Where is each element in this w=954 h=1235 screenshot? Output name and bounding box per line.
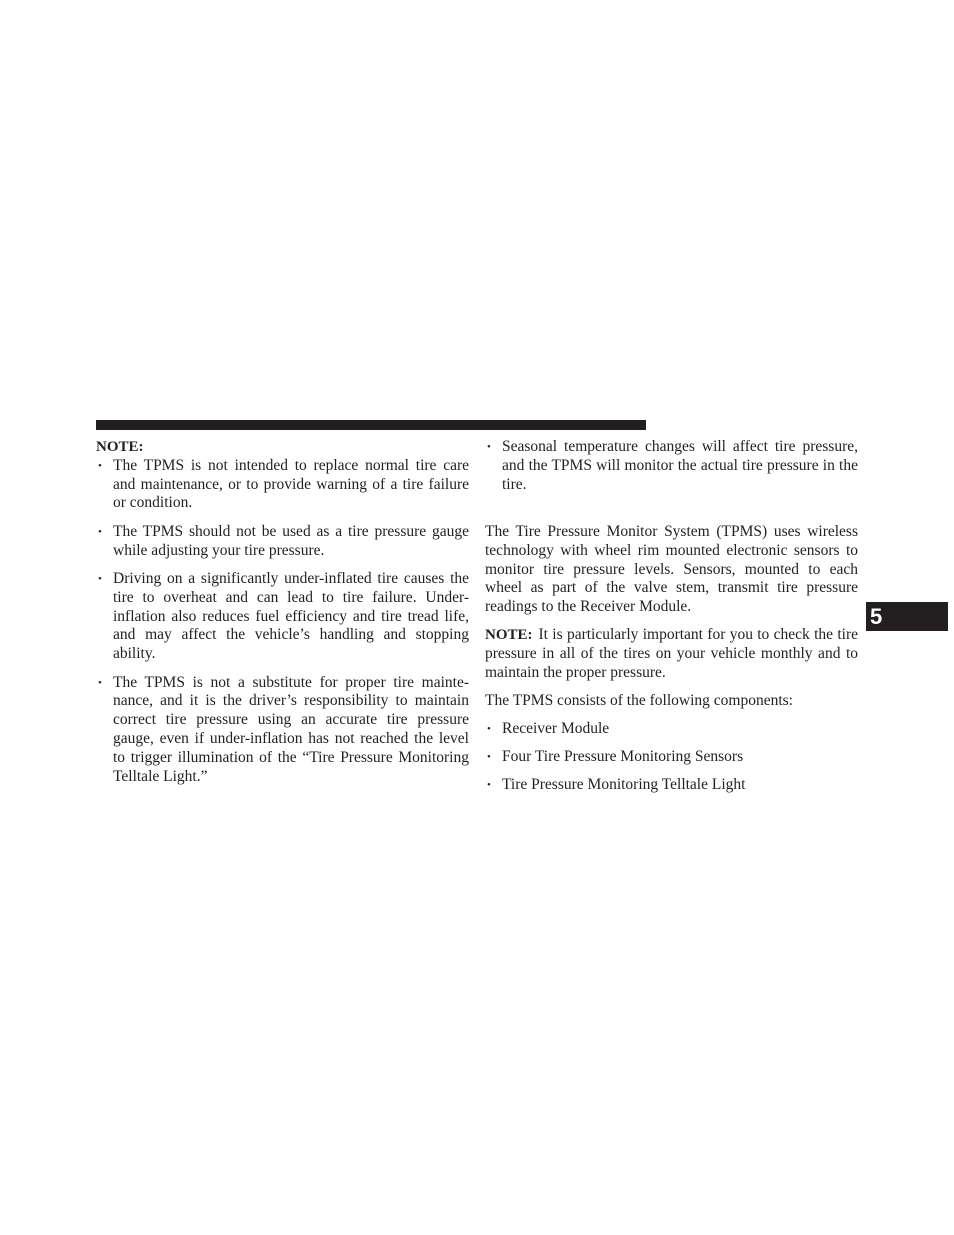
components-list: [485, 720, 858, 795]
note-heading: NOTE:: [96, 439, 144, 455]
list-item: [485, 438, 858, 494]
spacer: [485, 504, 858, 523]
components-intro: The TPMS consists of the following components:: [485, 692, 793, 710]
note-lead: NOTE:: [485, 627, 533, 644]
note-paragraph: [485, 626, 858, 682]
bullet-text: The TPMS is not intended to replace normal tire care and maintenance, or to provide warning of a tire failure or condition.: [113, 456, 469, 512]
chapter-tab: 5: [866, 602, 948, 631]
component-text: Tire Pressure Monitoring Telltale Light: [502, 776, 746, 794]
list-item: [96, 457, 469, 513]
bullet-icon: •: [487, 779, 491, 792]
note-text: It is particularly important for you to check the tire pressure in all of the tires on your vehicle monthly and to maintain the proper pressure.: [485, 626, 858, 681]
right-column: [485, 438, 858, 804]
bullet-icon: •: [98, 676, 102, 689]
list-item: [96, 570, 469, 664]
bullet-icon: •: [487, 723, 491, 736]
list-item: [485, 776, 858, 795]
component-text: Receiver Module: [502, 720, 610, 738]
bullet-icon: •: [98, 525, 102, 538]
bullet-text: Seasonal temperature changes will affect tire pressure, and the TPMS will monitor the actual tire pressure in the tire.: [502, 438, 858, 493]
bullet-text: Driving on a significantly under-inflated tire causes the tire to overheat and can lead to tire failure. Under-inflation also reduces fuel efficiency and tire tread life, and may affect the vehicle’s handling and stopping ability.: [113, 569, 469, 663]
component-text: Four Tire Pressure Monitoring Sensors: [502, 748, 744, 766]
bullet-icon: •: [98, 459, 102, 472]
intro-paragraph: The Tire Pressure Monitor System (TPMS) uses wireless technology with wheel rim mounted electronic sensors to monitor tire pressure levels. Sensors, mounted to each wheel as part of the valve stem, transmit tire pressure readings to the Receiver Module.: [485, 522, 858, 616]
bullet-text: The TPMS should not be used as a tire pressure gauge while adjusting your tire pressure.: [113, 522, 469, 559]
bullet-icon: •: [487, 751, 491, 764]
left-column: [96, 438, 469, 796]
section-rule: [96, 420, 646, 430]
list-item: [485, 748, 858, 767]
list-item: [96, 523, 469, 561]
continued-bullet-list: [485, 438, 858, 494]
list-item: [485, 720, 858, 739]
bullet-text: The TPMS is not a substitute for proper tire mainte-nance, and it is the driver’s responsibility to maintain correct tire pressure using an accurate tire pressure gauge, even if under-inflation has not reached the level to trigger illumination of the “Tire Pressure Monitoring Telltale Light.”: [113, 673, 469, 785]
bullet-icon: •: [98, 572, 102, 585]
note-bullet-list: [96, 457, 469, 787]
bullet-icon: •: [487, 441, 491, 453]
list-item: [96, 674, 469, 787]
